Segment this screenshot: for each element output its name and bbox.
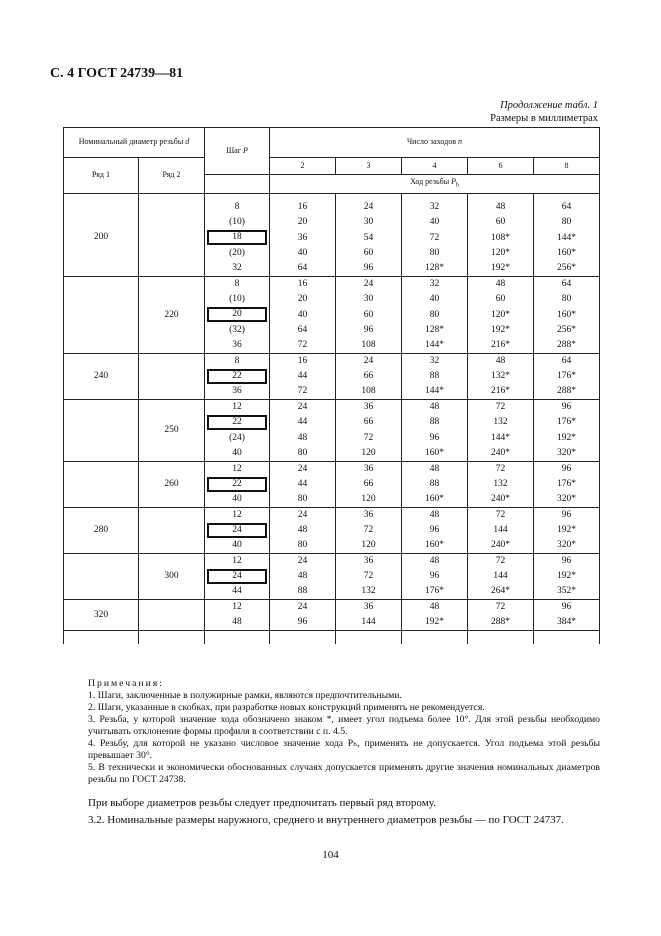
lead-cell-n3: 144 (336, 615, 402, 630)
lead-cell-n3: 24 (336, 353, 402, 368)
lead-cell-n3: 36 (336, 600, 402, 615)
lead-cell-n8: 192* (534, 523, 600, 538)
diameter-row2-cell (139, 353, 205, 399)
lead-cell-n6: 72 (468, 600, 534, 615)
lead-cell-n4: 96 (402, 569, 468, 584)
pitch-cell (205, 400, 270, 415)
lead-cell-n6: 60 (468, 215, 534, 230)
pitch-cell (205, 215, 270, 230)
page-header: С. 4 ГОСТ 24739—81 (50, 66, 184, 81)
lead-cell-n2: 44 (270, 369, 336, 384)
lead-cell-n8: 96 (534, 400, 600, 415)
lead-cell-n6: 60 (468, 292, 534, 307)
pitch-value: (10) (229, 294, 245, 305)
pitch-value: (32) (229, 325, 245, 336)
lead-cell-n4: 48 (402, 507, 468, 522)
diameter-row2-cell: 260 (139, 461, 205, 507)
diameter-row1-cell: 280 (64, 507, 139, 553)
lead-cell-n6: 144 (468, 523, 534, 538)
lead-cell-n6: 144* (468, 430, 534, 445)
preferred-pitch-value: 20 (207, 307, 267, 322)
lead-cell-n4: 80 (402, 246, 468, 261)
pitch-symbol: P (243, 145, 248, 155)
lead-cell-n2: 64 (270, 261, 336, 276)
starts-label: Число заходов (406, 137, 457, 147)
note-item: 5. В технически и экономически обоснованных случаях допускается применять другие значения номинальных диаметров резьбы по ГОСТ 24738. (88, 762, 600, 785)
lead-cell-n2: 24 (270, 461, 336, 476)
lead-cell-n6: 48 (468, 276, 534, 291)
table-body (64, 200, 600, 645)
paragraph-row-preference: При выборе диаметров резьбы следует предпочитать первый ряд второму. (88, 797, 436, 809)
lead-cell-n4: 32 (402, 276, 468, 291)
pitch-cell (205, 261, 270, 276)
lead-cell-n4: 128* (402, 323, 468, 338)
starts-6: 6 (468, 158, 534, 175)
lead-cell-n6: 192* (468, 261, 534, 276)
lead-cell-n6: 132 (468, 415, 534, 430)
lead-header (270, 175, 600, 194)
lead-cell-n3: 36 (336, 507, 402, 522)
lead-cell-n6: 144 (468, 569, 534, 584)
notes-title: Примечания: (88, 678, 164, 689)
lead-cell-n2: 72 (270, 338, 336, 353)
diameter-row2-cell: 220 (139, 276, 205, 353)
lead-cell-n2: 44 (270, 415, 336, 430)
lead-cell-n3: 30 (336, 292, 402, 307)
lead-cell-n4: 88 (402, 477, 468, 492)
preferred-pitch-value: 22 (207, 415, 267, 430)
lead-cell-n3: 120 (336, 538, 402, 553)
lead-cell-n8: 96 (534, 553, 600, 568)
pitch-cell (205, 446, 270, 461)
table-row (64, 461, 600, 476)
lead-cell-n8: 320* (534, 538, 600, 553)
table-continuation (490, 99, 598, 125)
pitch-cell (205, 477, 270, 492)
lead-cell-n3: 120 (336, 492, 402, 507)
lead-cell-n2: 36 (270, 230, 336, 245)
lead-cell-n3: 66 (336, 369, 402, 384)
starts-header (270, 128, 600, 158)
pitch-cell (205, 538, 270, 553)
lead-cell-n6: 120* (468, 307, 534, 322)
pitch-header (205, 128, 270, 175)
lead-cell-n6: 48 (468, 353, 534, 368)
pitch-value: 12 (232, 510, 242, 520)
diameter-row2-cell: 300 (139, 553, 205, 599)
lead-cell-n4: 48 (402, 600, 468, 615)
note-item: 2. Шаги, указанные в скобках, при разработке новых конструкций применять не рекомендуется. (88, 702, 485, 713)
lead-cell-n3: 96 (336, 261, 402, 276)
lead-cell-n2: 48 (270, 523, 336, 538)
lead-cell-n4: 48 (402, 553, 468, 568)
lead-cell-n2: 72 (270, 384, 336, 399)
table-row (64, 600, 600, 615)
pitch-value: 48 (232, 617, 242, 628)
lead-cell-n2: 80 (270, 538, 336, 553)
lead-cell-n2: 80 (270, 492, 336, 507)
pitch-cell (205, 569, 270, 584)
lead-cell-n4: 80 (402, 307, 468, 322)
table-row (64, 553, 600, 568)
row1-header: Ряд 1 (64, 158, 139, 194)
pitch-value: 44 (232, 586, 242, 597)
diameter-row1-cell (64, 461, 139, 507)
lead-cell-n3: 66 (336, 415, 402, 430)
lead-cell-n3: 60 (336, 307, 402, 322)
lead-cell-n8: 64 (534, 276, 600, 291)
lead-cell-n6: 132 (468, 477, 534, 492)
preferred-pitch-value: 18 (207, 230, 267, 245)
lead-cell-n6: 108* (468, 230, 534, 245)
lead-cell-n6: 264* (468, 584, 534, 599)
lead-cell-n2: 48 (270, 569, 336, 584)
lead-cell-n8: 80 (534, 215, 600, 230)
pitch-value: 8 (234, 201, 240, 212)
lead-cell-n4: 32 (402, 200, 468, 215)
lead-cell-n2: 24 (270, 507, 336, 522)
pitch-value: 12 (232, 602, 242, 613)
lead-cell-n2: 24 (270, 600, 336, 615)
lead-cell-n8: 176* (534, 477, 600, 492)
table-row (64, 276, 600, 291)
lead-cell-n4: 192* (402, 615, 468, 630)
lead-cell-n8: 288* (534, 384, 600, 399)
lead-cell-n8: 160* (534, 246, 600, 261)
lead-cell-n8: 256* (534, 261, 600, 276)
diameter-row2-cell (139, 507, 205, 553)
pitch-value: 12 (232, 402, 242, 413)
lead-cell-n6: 72 (468, 461, 534, 476)
lead-cell-n6: 132* (468, 369, 534, 384)
diameter-row1-cell: 200 (64, 200, 139, 277)
starts-8: 8 (534, 158, 600, 175)
lead-cell-n3: 24 (336, 200, 402, 215)
lead-subscript: h (455, 182, 459, 189)
row2-header: Ряд 2 (139, 158, 205, 194)
lead-cell-n2: 88 (270, 584, 336, 599)
pitch-value: (10) (229, 217, 245, 228)
lead-cell-n4: 32 (402, 353, 468, 368)
lead-cell-n6: 240* (468, 492, 534, 507)
pitch-cell (205, 200, 270, 215)
lead-cell-n3: 72 (336, 523, 402, 538)
lead-cell-n2: 40 (270, 246, 336, 261)
lead-cell-n8: 288* (534, 338, 600, 353)
pitch-cell (205, 600, 270, 615)
lead-cell-n3: 66 (336, 477, 402, 492)
lead-cell-n2: 80 (270, 446, 336, 461)
pitch-cell (205, 292, 270, 307)
pitch-value: 8 (234, 279, 240, 290)
starts-4: 4 (402, 158, 468, 175)
lead-cell-n8: 64 (534, 353, 600, 368)
pitch-cell (205, 553, 270, 568)
pitch-value: 8 (234, 356, 240, 367)
pitch-cell (205, 276, 270, 291)
notes-list (88, 690, 600, 786)
lead-cell-n3: 72 (336, 430, 402, 445)
lead-cell-n4: 48 (402, 400, 468, 415)
lead-cell-n6: 72 (468, 400, 534, 415)
pitch-cell (205, 415, 270, 430)
lead-cell-n2: 96 (270, 615, 336, 630)
note-item: 4. Резьбу, для которой не указано числовое значение хода Pₕ, применять не допускается. Угол подъема этой резьбы превышает 30°. (88, 738, 600, 761)
lead-cell-n2: 16 (270, 353, 336, 368)
lead-cell-n3: 36 (336, 553, 402, 568)
pitch-cell (205, 307, 270, 322)
lead-cell-n8: 176* (534, 415, 600, 430)
lead-cell-n8: 320* (534, 446, 600, 461)
lead-cell-n2: 24 (270, 553, 336, 568)
diameter-row1-cell (64, 400, 139, 462)
lead-cell-n2: 20 (270, 292, 336, 307)
lead-cell-n4: 176* (402, 584, 468, 599)
lead-cell-n4: 160* (402, 492, 468, 507)
lead-cell-n2: 44 (270, 477, 336, 492)
lead-cell-n4: 40 (402, 292, 468, 307)
lead-cell-n6: 288* (468, 615, 534, 630)
pitch-value: (24) (229, 432, 245, 443)
diameter-row2-cell (139, 200, 205, 277)
pitch-value: 36 (232, 340, 242, 351)
lead-cell-n4: 144* (402, 384, 468, 399)
pitch-header-empty (205, 175, 270, 194)
lead-cell-n3: 60 (336, 246, 402, 261)
lead-cell-n6: 72 (468, 553, 534, 568)
lead-cell-n6: 48 (468, 200, 534, 215)
continuation-title: Продолжение табл. 1 (500, 100, 598, 111)
lead-cell-n8: 96 (534, 507, 600, 522)
lead-cell-n4: 48 (402, 461, 468, 476)
lead-cell-n2: 20 (270, 215, 336, 230)
lead-cell-n8: 384* (534, 615, 600, 630)
lead-cell-n8: 192* (534, 569, 600, 584)
pitch-cell (205, 353, 270, 368)
lead-cell-n3: 108 (336, 338, 402, 353)
lead-cell-n3: 54 (336, 230, 402, 245)
lead-cell-n8: 192* (534, 430, 600, 445)
pitch-cell (205, 430, 270, 445)
lead-cell-n8: 80 (534, 292, 600, 307)
pitch-label: Шаг (226, 145, 241, 155)
lead-cell-n3: 108 (336, 384, 402, 399)
pitch-cell (205, 615, 270, 630)
table-row (64, 353, 600, 368)
lead-cell-n3: 24 (336, 276, 402, 291)
lead-cell-n8: 144* (534, 230, 600, 245)
preferred-pitch-value: 22 (207, 477, 267, 492)
lead-cell-n8: 64 (534, 200, 600, 215)
lead-cell-n6: 72 (468, 507, 534, 522)
lead-cell-n3: 132 (336, 584, 402, 599)
table-row (64, 200, 600, 215)
pitch-cell (205, 523, 270, 538)
lead-cell-n2: 40 (270, 307, 336, 322)
pitch-value: 40 (232, 447, 242, 458)
lead-cell-n8: 160* (534, 307, 600, 322)
lead-cell-n3: 36 (336, 400, 402, 415)
lead-cell-n2: 64 (270, 323, 336, 338)
nominal-diameter-symbol: d (185, 137, 190, 147)
lead-cell-n8: 96 (534, 461, 600, 476)
pitch-cell (205, 230, 270, 245)
lead-cell-n3: 36 (336, 461, 402, 476)
pitch-cell (205, 384, 270, 399)
lead-cell-n6: 216* (468, 338, 534, 353)
starts-2: 2 (270, 158, 336, 175)
lead-symbol: P (451, 176, 456, 186)
table-row (64, 400, 600, 415)
diameter-row2-cell: 250 (139, 400, 205, 462)
lead-label: Ход резьбы (410, 176, 450, 186)
lead-cell-n6: 120* (468, 246, 534, 261)
pitch-value: 36 (232, 386, 242, 397)
pitch-value: 32 (232, 263, 242, 274)
pitch-cell (205, 492, 270, 507)
diameter-row1-cell: 320 (64, 600, 139, 631)
lead-cell-n4: 88 (402, 369, 468, 384)
pitch-value: 12 (232, 463, 242, 474)
lead-cell-n2: 48 (270, 430, 336, 445)
lead-cell-n3: 30 (336, 215, 402, 230)
lead-cell-n6: 240* (468, 538, 534, 553)
diameter-row1-cell (64, 553, 139, 599)
lead-cell-n4: 160* (402, 538, 468, 553)
page-number: 104 (322, 849, 339, 861)
lead-cell-n4: 128* (402, 261, 468, 276)
note-item: 1. Шаги, заключенные в полужирные рамки, являются предпочтительными. (88, 690, 402, 701)
pitch-cell (205, 246, 270, 261)
diameter-row1-cell (64, 276, 139, 353)
pitch-value: (20) (229, 248, 245, 259)
lead-cell-n4: 96 (402, 523, 468, 538)
lead-cell-n2: 24 (270, 400, 336, 415)
diameter-row1-cell: 240 (64, 353, 139, 399)
lead-cell-n6: 240* (468, 446, 534, 461)
lead-cell-n2: 16 (270, 200, 336, 215)
lead-cell-n4: 144* (402, 338, 468, 353)
pitch-cell (205, 323, 270, 338)
starts-3: 3 (336, 158, 402, 175)
preferred-pitch-value: 24 (207, 523, 267, 538)
diameter-row2-cell (139, 600, 205, 631)
nominal-diameter-label: Номинальный диаметр резьбы (78, 137, 184, 147)
lead-cell-n2: 16 (270, 276, 336, 291)
pitch-cell (205, 338, 270, 353)
lead-cell-n8: 352* (534, 584, 600, 599)
lead-cell-n3: 96 (336, 323, 402, 338)
pitch-value: 40 (232, 494, 242, 505)
lead-cell-n3: 72 (336, 569, 402, 584)
lead-cell-n4: 72 (402, 230, 468, 245)
lead-cell-n4: 40 (402, 215, 468, 230)
lead-cell-n6: 192* (468, 323, 534, 338)
lead-cell-n8: 256* (534, 323, 600, 338)
pitch-value: 12 (232, 556, 242, 567)
starts-symbol: n (458, 137, 463, 147)
lead-cell-n3: 120 (336, 446, 402, 461)
lead-cell-n4: 96 (402, 430, 468, 445)
pitch-value: 40 (232, 540, 242, 551)
notes-section (88, 678, 600, 786)
thread-table (63, 127, 600, 644)
preferred-pitch-value: 24 (207, 569, 267, 584)
units-caption: Размеры в миллиметрах (490, 113, 598, 124)
table-row (64, 507, 600, 522)
lead-cell-n8: 320* (534, 492, 600, 507)
nominal-diameter-header (64, 128, 205, 158)
note-item: 3. Резьба, у которой значение хода обозначено знаком *, имеет угол подъема более 10°. Для этой резьбы необходимо учитывать отклонение формы профиля в соответствии с п. 4.5. (88, 714, 600, 737)
lead-cell-n8: 96 (534, 600, 600, 615)
lead-cell-n4: 160* (402, 446, 468, 461)
pitch-cell (205, 507, 270, 522)
lead-cell-n4: 88 (402, 415, 468, 430)
lead-cell-n8: 176* (534, 369, 600, 384)
paragraph-3-2: 3.2. Номинальные размеры наружного, среднего и внутреннего диаметров резьбы — по ГОСТ 24737. (88, 814, 564, 826)
pitch-cell (205, 369, 270, 384)
pitch-cell (205, 461, 270, 476)
lead-cell-n6: 216* (468, 384, 534, 399)
preferred-pitch-value: 22 (207, 369, 267, 384)
pitch-cell (205, 584, 270, 599)
